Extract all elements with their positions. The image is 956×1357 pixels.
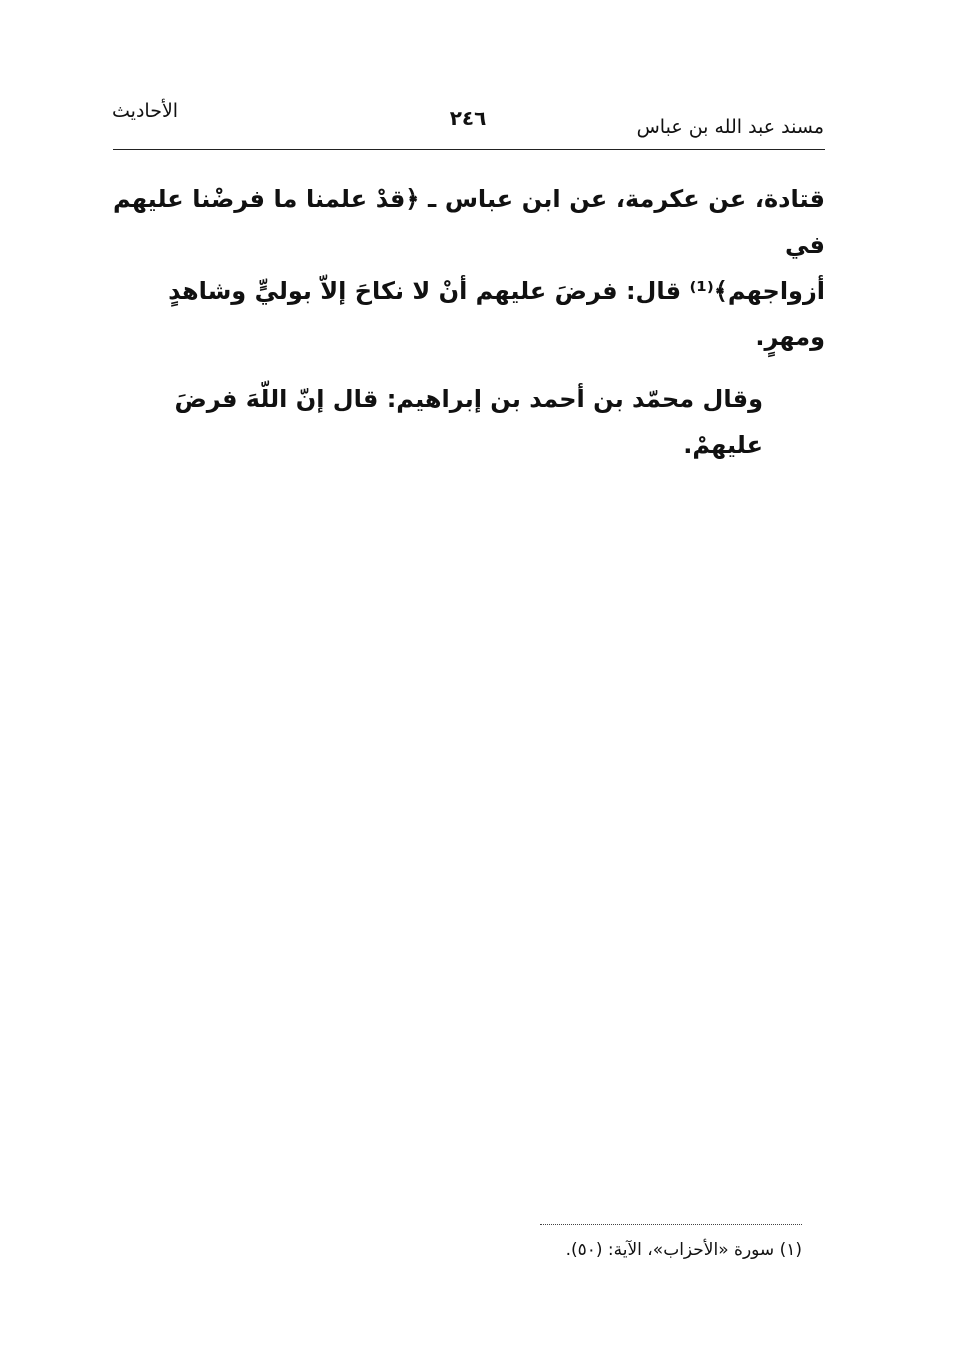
body-line-2: أزواجهم﴾⁽¹⁾ قال: فرضَ عليهم أنْ لا نكاحَ إلاّ بوليٍّ وشاهدٍ ومهرٍ.	[168, 277, 825, 351]
section-title: الأحاديث	[112, 100, 179, 122]
body-text	[113, 176, 825, 468]
body-paragraph-2: وقال محمّد بن أحمد بن إبراهيم: قال إنّ اللّهَ فرضَ عليهمْ.	[174, 385, 763, 459]
header-divider	[113, 149, 825, 150]
footnote-divider	[540, 1224, 802, 1225]
running-header	[112, 100, 824, 144]
body-line-1: قتادة، عن عكرمة، عن ابن عباس ـ ﴿قدْ علمنا ما فرضْنا عليهم في	[113, 185, 825, 259]
footnote: (١) سورة «الأحزاب»، الآية: (٥٠).	[565, 1240, 802, 1260]
page-number: ٢٤٦	[449, 106, 487, 130]
book-title: مسند عبد الله بن عباس	[636, 116, 824, 138]
